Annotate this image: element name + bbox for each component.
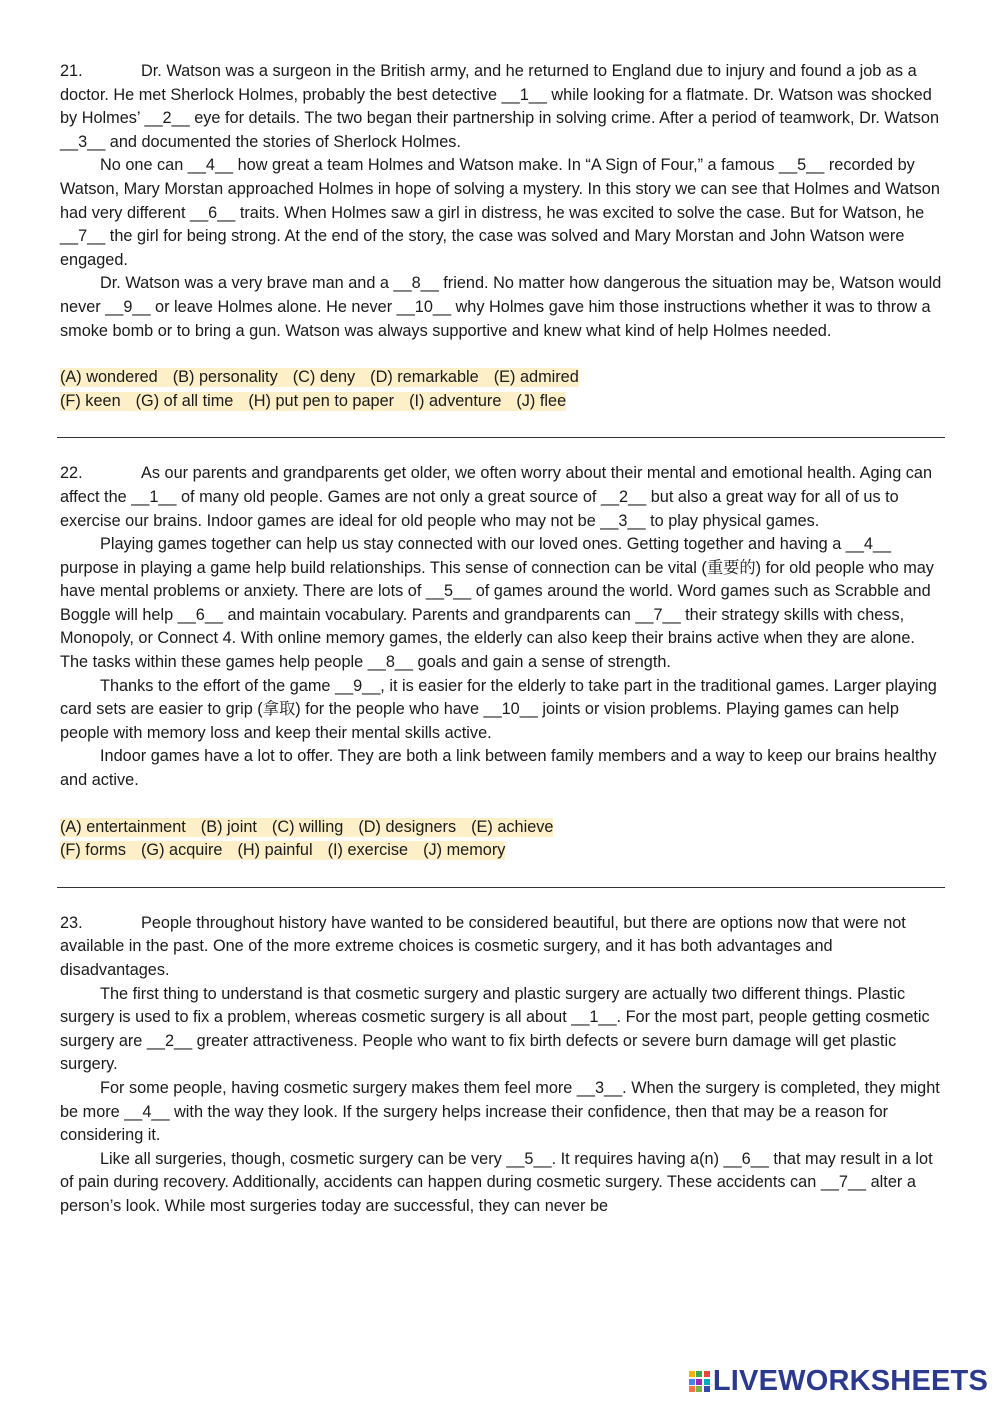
- q21-option-g: (G) of all time: [135, 391, 234, 410]
- logo-tile: [689, 1371, 695, 1377]
- q21-paragraph-2: No one can __4__ how great a team Holmes and Watson make. In “A Sign of Four,” a famous __5__ recorded by Watson, Mary Morstan approached Holmes in hope of solving a mystery. In this story we can see that Holmes and Watson had very different __6__ traits. When Holmes saw a girl in distress, he was excited to solve the case. But for Watson, he __7__ the girl for being strong. At the end of the story, the case was solved and Mary Morstan and John Watson were engaged.: [60, 156, 940, 269]
- q21-option-b: (B) personality: [172, 368, 278, 387]
- q22-option-g: (G) acquire: [141, 841, 223, 860]
- logo-tile: [696, 1379, 702, 1385]
- question-21: [60, 60, 942, 413]
- q22-paragraph-1: 22. As our parents and grandparents get older, we often worry about their mental and emotional health. Aging can affect the __1__ of many old people. Games are not only a great source of __2__ but also a great way for all of us to exercise our brains. Indoor games are ideal for old people who may not be __3__ to play physical games.: [60, 464, 933, 530]
- q22-option-j: (J) memory: [423, 841, 506, 860]
- q22-option-a: (A) entertainment: [60, 817, 186, 836]
- q21-option-c: (C) deny: [292, 368, 356, 387]
- q22-number: 22.: [60, 464, 83, 483]
- question-23: [60, 912, 942, 1219]
- q22-options-line-1: [60, 816, 942, 840]
- q21-paragraph-1: 21. Dr. Watson was a surgeon in the British army, and he returned to England due to injury and found a job as a doctor. He met Sherlock Holmes, probably the best detective __1__ while looking for a flatmate. Dr. Watson was shocked by Holmes’ __2__ eye for details. The two began their partnership in solving crime. After a period of teamwork, Dr. Watson __3__ and documented the stories of Sherlock Holmes.: [60, 62, 940, 151]
- divider: [57, 887, 945, 888]
- q21-paragraph-3: Dr. Watson was a very brave man and a __8__ friend. No matter how dangerous the situation may be, Watson would never __9__ or leave Holmes alone. He never __10__ why Holmes gave him those instructions whether it was to throw a smoke bomb or to bring a gun. Watson was always supportive and knew what kind of help Holmes needed.: [60, 274, 942, 340]
- q23-paragraph-4: Like all surgeries, though, cosmetic surgery can be very __5__. It requires having a(n) __6__ that may result in a lot of pain during recovery. Additionally, accidents can happen during cosmetic surgery. These accidents can __7__ alter a person’s look. While most surgeries today are successful, they can never be: [60, 1149, 933, 1215]
- logo-tile: [689, 1379, 695, 1385]
- logo-tile: [696, 1371, 702, 1377]
- q22-option-c: (C) willing: [271, 817, 344, 836]
- liveworksheets-logo: [689, 1365, 988, 1398]
- logo-tile: [696, 1386, 702, 1392]
- q22-options: [60, 816, 942, 863]
- logo-text: LIVEWORKSHEETS: [712, 1365, 988, 1397]
- q22-option-h: (H) painful: [237, 841, 313, 860]
- q22-paragraph-2: Playing games together can help us stay connected with our loved ones. Getting together and having a __4__ purpose in playing a game help build relationships. This sense of connection can be vital (重要的) for old people who may have mental problems or anxiety. There are lots of __5__ of games around the world. Word games such as Scrabble and Boggle will help __6__ and maintain vocabulary. Parents and grandparents can __7__ their strategy skills with chess, Monopoly, or Connect 4. With online memory games, the elderly can also keep their brains active when they are alone. The tasks within these games help people __8__ goals and gain a sense of strength.: [60, 535, 934, 672]
- q23-paragraph-1: 23. People throughout history have wanted to be considered beautiful, but there are options now that were not available in the past. One of the more extreme choices is cosmetic surgery, and it has both advantages and disadvantages.: [60, 913, 906, 979]
- q22-option-b: (B) joint: [200, 817, 257, 836]
- q22-option-d: (D) designers: [358, 817, 457, 836]
- q22-option-e: (E) achieve: [471, 817, 554, 836]
- q21-option-d: (D) remarkable: [370, 368, 479, 387]
- worksheet-page: [60, 60, 942, 1219]
- q21-option-j: (J) flee: [516, 391, 567, 410]
- q21-option-h: (H) put pen to paper: [248, 391, 395, 410]
- logo-tile: [689, 1386, 695, 1392]
- q21-number: 21.: [60, 62, 83, 80]
- logo-mosaic-icon: [689, 1371, 710, 1392]
- logo-tile: [704, 1371, 710, 1377]
- q22-option-i: (I) exercise: [327, 841, 409, 860]
- q22-paragraph-3: Thanks to the effort of the game __9__, it is easier for the elderly to take part in the traditional games. Larger playing card sets are easier to grip (拿取) for the people who have __10__ joints or vision problems. Playing games can help people with memory loss and keep their mental skills active.: [60, 676, 937, 742]
- q21-option-i: (I) adventure: [409, 391, 502, 410]
- q21-options: [60, 366, 942, 413]
- q21-options-line-2: [60, 390, 942, 414]
- q21-option-a: (A) wondered: [60, 368, 158, 387]
- q23-number: 23.: [60, 913, 83, 932]
- logo-tile: [704, 1379, 710, 1385]
- q21-options-line-1: [60, 366, 942, 390]
- q23-paragraph-2: The first thing to understand is that cosmetic surgery and plastic surgery are actually two different things. Plastic surgery is used to fix a problem, whereas cosmetic surgery is all about __1__. For the most part, people getting cosmetic surgery are __2__ greater attractiveness. People who want to fix birth defects or severe burn damage will get plastic surgery.: [60, 984, 930, 1074]
- q22-paragraph-4: Indoor games have a lot to offer. They are both a link between family members and a way to keep our brains healthy and active.: [60, 747, 937, 790]
- q23-paragraph-3: For some people, having cosmetic surgery makes them feel more __3__. When the surgery is completed, they might be more __4__ with the way they look. If the surgery helps increase their confidence, then that may be a reason for considering it.: [60, 1078, 940, 1145]
- logo-tile: [704, 1386, 710, 1392]
- q21-option-f: (F) keen: [60, 391, 121, 410]
- q22-option-f: (F) forms: [60, 841, 127, 860]
- q21-option-e: (E) admired: [493, 368, 579, 387]
- divider: [57, 437, 945, 438]
- q22-options-line-2: [60, 839, 942, 863]
- question-22: [60, 462, 942, 863]
